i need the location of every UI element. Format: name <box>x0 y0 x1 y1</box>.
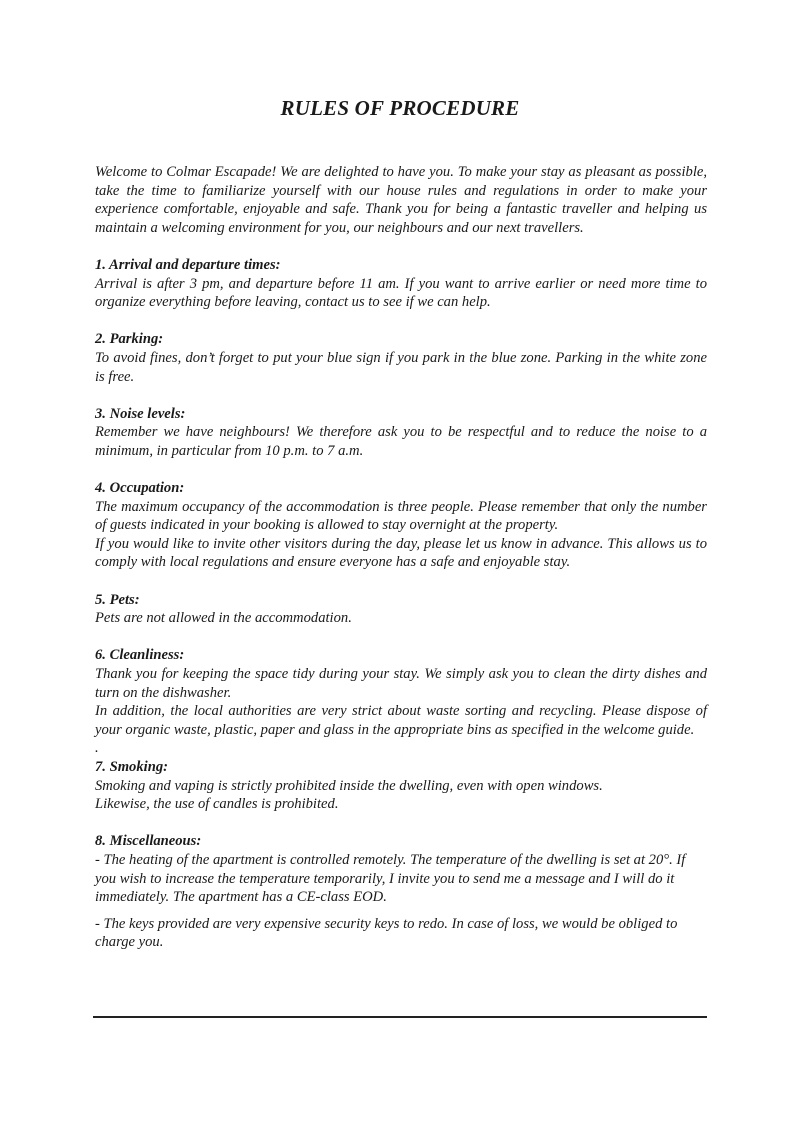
section-heading: 8. Miscellaneous: <box>95 833 202 850</box>
section-paragraph: - The keys provided are very expensive security keys to redo. In case of loss, we would be obliged to charge you. <box>95 915 678 951</box>
section-paragraph: - The heating of the apartment is controlled remotely. The temperature of the dwelling is set at 20°. If you wish to increase the temperature temporarily, I invite you to send me a message and I will do it immediately. The apartment has a CE-class EOD. <box>95 851 686 906</box>
intro-paragraph: Welcome to Colmar Escapade! We are delighted to have you. To make your stay as pleasant as possible, take the time to familiarize yourself with our house rules and regulations in order to make your experience comfortable, enjoyable and safe. Thank you for being a fantastic traveller and helping us maintain a welcoming environment for you, our neighbours and our next travellers. <box>95 164 707 236</box>
section-paragraph: Pets are not allowed in the accommodation. <box>95 610 352 627</box>
section-heading: 4. Occupation: <box>95 480 185 497</box>
section-heading: 2. Parking: <box>95 331 164 348</box>
section-occupation <box>95 479 707 572</box>
section-parking <box>95 330 707 386</box>
section-heading: 5. Pets: <box>95 591 140 608</box>
section-paragraph: To avoid fines, don’t forget to put your blue sign if you park in the blue zone. Parking in the white zone is free. <box>95 349 707 385</box>
section-paragraph: Smoking and vaping is strictly prohibited inside the dwelling, even with open windows. <box>95 777 603 794</box>
section-arrival-departure <box>95 256 707 312</box>
section-paragraph: Remember we have neighbours! We therefore ask you to be respectful and to reduce the noise to a minimum, in particular from 10 p.m. to 7 a.m. <box>95 424 707 459</box>
section-paragraph: The maximum occupancy of the accommodation is three people. Please remember that only the number of guests indicated in your booking is allowed to stay overnight at the property. <box>95 498 707 534</box>
section-heading: 6. Cleanliness: <box>95 647 185 664</box>
section-pets <box>95 591 707 628</box>
section-miscellaneous <box>95 832 707 952</box>
document-body <box>95 163 707 952</box>
stray-period-mark: . <box>95 740 99 757</box>
section-noise-levels <box>95 405 707 461</box>
section-cleanliness <box>95 646 707 758</box>
section-paragraph: Likewise, the use of candles is prohibited. <box>95 796 339 813</box>
section-heading: 3. Noise levels: <box>95 405 186 422</box>
section-smoking <box>95 758 707 814</box>
section-paragraph: In addition, the local authorities are very strict about waste sorting and recycling. Please dispose of your organic waste, plastic, paper and glass in the appropriate bins as specified in the welcome guide. <box>95 703 707 738</box>
section-paragraph: If you would like to invite other visitors during the day, please let us know in advance. This allows us to comply with local regulations and ensure everyone has a safe and enjoyable stay. <box>95 535 707 571</box>
section-heading: 7. Smoking: <box>95 759 168 775</box>
section-heading: 1. Arrival and departure times: <box>95 256 281 273</box>
section-paragraph: Thank you for keeping the space tidy during your stay. We simply ask you to clean the dirty dishes and turn on the dishwasher. <box>95 666 707 701</box>
footer-divider-line <box>93 1016 707 1018</box>
section-paragraph: Arrival is after 3 pm, and departure before 11 am. If you want to arrive earlier or need more time to organize everything before leaving, contact us to see if we can help. <box>95 275 707 311</box>
page-title: RULES OF PROCEDURE <box>280 96 520 120</box>
